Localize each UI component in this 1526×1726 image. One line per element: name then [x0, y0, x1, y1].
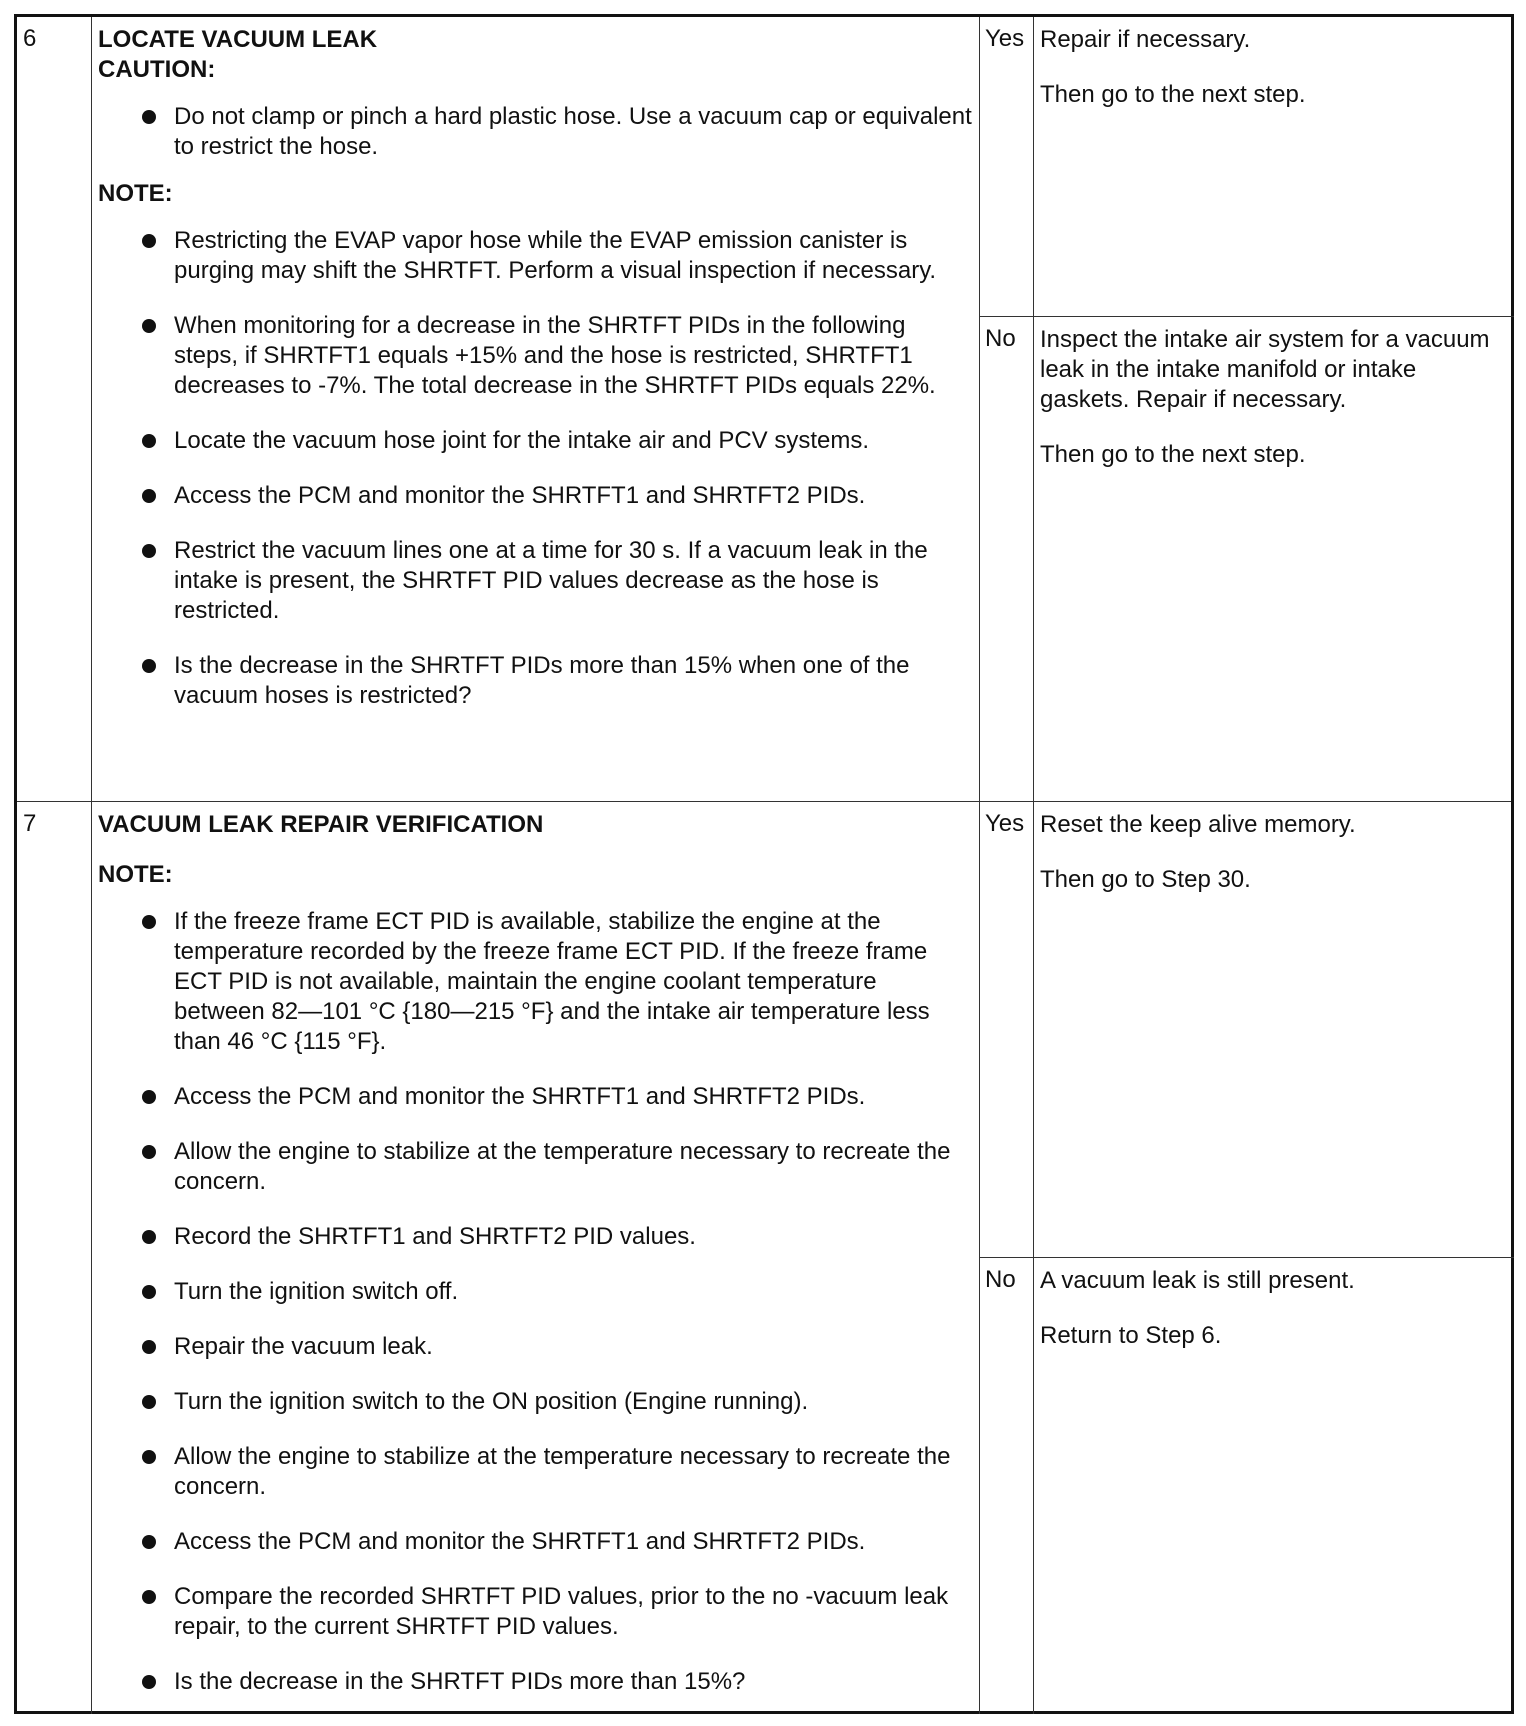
- note-label: NOTE:: [98, 861, 173, 888]
- no-label: No: [980, 317, 1034, 801]
- no-label: No: [980, 1258, 1034, 1714]
- action-cell: [92, 17, 980, 801]
- table-row-step-6: [17, 17, 1511, 802]
- list-item: Compare the recorded SHRTFT PID values, prior to the no -vacuum leak repair, to the current SHRTFT PID values.: [174, 1582, 973, 1642]
- list-item: Do not clamp or pinch a hard plastic hose. Use a vacuum cap or equivalent to restrict the hose.: [174, 103, 972, 160]
- step-title: LOCATE VACUUM LEAK: [98, 26, 378, 53]
- yes-label: Yes: [980, 17, 1034, 316]
- no-answer: [980, 317, 1514, 801]
- result-line: Repair if necessary.: [1040, 26, 1251, 53]
- list-item: Turn the ignition switch to the ON position (Engine running).: [174, 1387, 973, 1417]
- action-cell: [92, 802, 980, 1714]
- list-item: Allow the engine to stabilize at the temperature necessary to recreate the concern.: [174, 1137, 973, 1197]
- list-item: Record the SHRTFT1 and SHRTFT2 PID values.: [174, 1222, 973, 1252]
- note-list: [98, 226, 973, 711]
- yes-result: [1034, 17, 1514, 316]
- result-line: Then go to the next step.: [1040, 441, 1306, 468]
- no-answer: [980, 1258, 1514, 1714]
- note-list: [98, 907, 973, 1697]
- caution-label: CAUTION:: [98, 56, 216, 83]
- yes-label: Yes: [980, 802, 1034, 1257]
- step-title: VACUUM LEAK REPAIR VERIFICATION: [98, 811, 544, 838]
- yes-answer: [980, 802, 1514, 1258]
- list-item: Access the PCM and monitor the SHRTFT1 and SHRTFT2 PIDs.: [174, 1082, 973, 1112]
- list-item: If the freeze frame ECT PID is available, stabilize the engine at the temperature recorded by the freeze frame ECT PID. If the freeze frame ECT PID is not available, maintain the engine coolant temperature between 82—101 °C {180—215 °F} and the intake air temperature less than 46 °C {115 °F}.: [174, 907, 973, 1057]
- result-line: Return to Step 6.: [1040, 1322, 1222, 1349]
- list-item: Restrict the vacuum lines one at a time for 30 s. If a vacuum leak in the intake is present, the SHRTFT PID values decrease as the hose is restricted.: [174, 536, 973, 626]
- list-item: Restricting the EVAP vapor hose while the EVAP emission canister is purging may shift the SHRTFT. Perform a visual inspection if necessary.: [174, 226, 973, 286]
- no-result: [1034, 1258, 1514, 1714]
- caution-list: [98, 102, 973, 162]
- list-item: Repair the vacuum leak.: [174, 1332, 973, 1362]
- list-item: Allow the engine to stabilize at the temperature necessary to recreate the concern.: [174, 1442, 973, 1502]
- answers-cell: [980, 17, 1514, 801]
- no-result: [1034, 317, 1514, 801]
- step-number: 6: [17, 17, 92, 801]
- list-item: Turn the ignition switch off.: [174, 1277, 973, 1307]
- result-line: Reset the keep alive memory.: [1040, 811, 1356, 838]
- list-item: When monitoring for a decrease in the SHRTFT PIDs in the following steps, if SHRTFT1 equals +15% and the hose is restricted, SHRTFT1 decreases to -7%. The total decrease in the SHRTFT PIDs equals 22%.: [174, 311, 973, 401]
- result-line: Inspect the intake air system for a vacuum leak in the intake manifold or intake gaskets. Repair if necessary.: [1040, 326, 1490, 413]
- yes-answer: [980, 17, 1514, 317]
- list-item: Access the PCM and monitor the SHRTFT1 and SHRTFT2 PIDs.: [174, 1527, 973, 1557]
- result-line: Then go to Step 30.: [1040, 866, 1251, 893]
- result-line: A vacuum leak is still present.: [1040, 1267, 1355, 1294]
- result-line: Then go to the next step.: [1040, 81, 1306, 108]
- table-row-step-7: [17, 802, 1511, 1714]
- note-label: NOTE:: [98, 180, 173, 207]
- list-item: Is the decrease in the SHRTFT PIDs more than 15%?: [174, 1667, 973, 1697]
- list-item: Locate the vacuum hose joint for the intake air and PCV systems.: [174, 426, 973, 456]
- answers-cell: [980, 802, 1514, 1714]
- list-item: Access the PCM and monitor the SHRTFT1 and SHRTFT2 PIDs.: [174, 481, 973, 511]
- diagnostic-table: [14, 14, 1514, 1714]
- list-item: Is the decrease in the SHRTFT PIDs more than 15% when one of the vacuum hoses is restricted?: [174, 651, 973, 711]
- step-number: 7: [17, 802, 92, 1714]
- yes-result: [1034, 802, 1514, 1257]
